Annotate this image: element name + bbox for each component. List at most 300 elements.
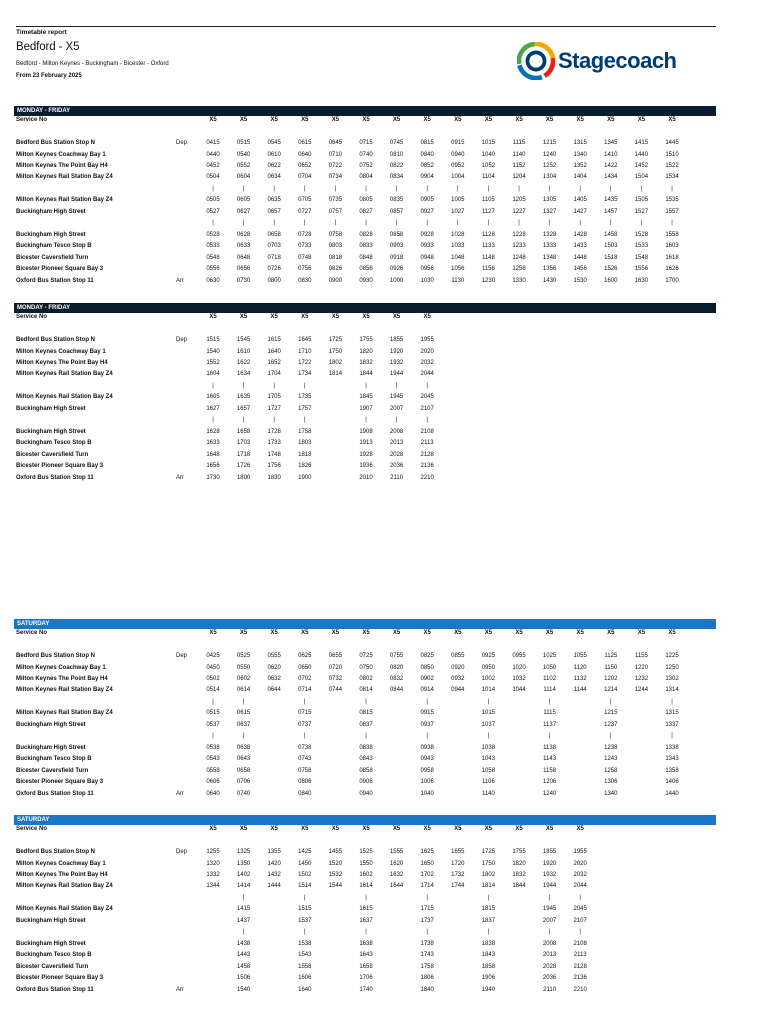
departure-time: 0644 xyxy=(267,687,281,693)
service-number: X5 xyxy=(270,117,278,123)
departure-time: 1614 xyxy=(359,883,373,889)
departure-time: 1127 xyxy=(481,209,495,215)
departure-time: 2032 xyxy=(420,360,434,366)
departure-time: 1040 xyxy=(481,152,496,158)
departure-time: 1306 xyxy=(604,779,618,785)
departure-time: 1727 xyxy=(267,406,281,412)
departure-time: 1820 xyxy=(359,349,373,355)
stop-name: Milton Keynes Coachway Bay 1 xyxy=(16,152,106,158)
service-number: X5 xyxy=(423,630,431,636)
departure-time: 1102 xyxy=(543,676,557,682)
departure-time: 1928 xyxy=(359,452,373,458)
stop-name: Milton Keynes The Point Bay H4 xyxy=(16,163,108,169)
departure-time: 2113 xyxy=(573,952,587,958)
departure-time: 1148 xyxy=(481,255,495,261)
continuation-row xyxy=(14,894,716,903)
timetable-section xyxy=(14,106,716,296)
departure-time: 1635 xyxy=(236,394,251,400)
departure-time: 0634 xyxy=(267,174,281,180)
departure-time: 1520 xyxy=(328,861,343,867)
stop-row xyxy=(14,348,716,357)
departure-time: 0652 xyxy=(298,163,312,169)
departure-time: | xyxy=(426,417,428,423)
stop-name: Bicester Caversfield Turn xyxy=(16,255,89,261)
departure-time: 0425 xyxy=(206,653,220,659)
departure-time: 1900 xyxy=(298,475,312,481)
departure-time: 1340 xyxy=(573,152,587,158)
stop-name: Bicester Caversfield Turn xyxy=(16,768,89,774)
departure-time: 1256 xyxy=(512,266,526,272)
service-number: X5 xyxy=(423,826,431,832)
stop-row xyxy=(14,370,716,379)
service-number: X5 xyxy=(270,630,278,636)
departure-time: 1106 xyxy=(481,779,495,785)
departure-time: 1648 xyxy=(206,452,220,458)
departure-time: 0756 xyxy=(298,266,312,272)
departure-time: 0733 xyxy=(298,243,312,249)
departure-time: | xyxy=(304,417,306,423)
departure-time: 2044 xyxy=(420,371,434,377)
departure-time: 1240 xyxy=(542,791,557,797)
departure-time: 1737 xyxy=(420,918,434,924)
departure-time: 0556 xyxy=(206,266,220,272)
departure-time: 0657 xyxy=(267,209,281,215)
departure-time: 2107 xyxy=(420,406,434,412)
stop-name: Bedford Bus Station Stop N xyxy=(16,140,95,146)
departure-time: 1344 xyxy=(206,883,220,889)
departure-time: 2136 xyxy=(420,463,434,469)
service-number: X5 xyxy=(484,117,493,123)
departure-time: 0943 xyxy=(420,756,434,762)
departure-time: 1406 xyxy=(665,779,679,785)
departure-time: 1555 xyxy=(389,849,404,855)
departure-time: 1650 xyxy=(420,861,434,867)
departure-time: 1330 xyxy=(512,278,526,284)
departure-time: 0727 xyxy=(298,209,312,215)
departure-time: 1152 xyxy=(512,163,526,169)
departure-time: 1532 xyxy=(328,872,343,878)
departure-time: 1327 xyxy=(542,209,557,215)
departure-time: 0538 xyxy=(206,745,220,751)
departure-time: 0822 xyxy=(389,163,404,169)
departure-time: 1725 xyxy=(328,337,343,343)
stop-name: Buckingham High Street xyxy=(16,232,86,238)
departure-time: 1404 xyxy=(573,174,587,180)
departure-time: 1225 xyxy=(665,653,679,659)
stop-row xyxy=(14,848,716,857)
departure-time: 1220 xyxy=(634,665,649,671)
departure-time: 0735 xyxy=(328,197,343,203)
departure-time: 2008 xyxy=(389,429,404,435)
service-number: X5 xyxy=(637,117,646,123)
departure-time: 1440 xyxy=(634,152,649,158)
departure-time: 1255 xyxy=(206,849,220,855)
stop-row xyxy=(14,790,716,799)
service-number: X5 xyxy=(331,314,340,320)
departure-time: 1138 xyxy=(543,745,557,751)
departure-time: 2008 xyxy=(542,941,557,947)
service-number: X5 xyxy=(362,117,370,123)
departure-time: 1433 xyxy=(573,243,587,249)
service-number: X5 xyxy=(454,630,462,636)
departure-time: | xyxy=(610,186,612,192)
timetable-section xyxy=(14,303,716,493)
departure-time: 1227 xyxy=(512,209,526,215)
stop-name: Bicester Pioneer Square Bay 3 xyxy=(16,779,104,785)
departure-time: 0940 xyxy=(359,791,373,797)
departure-time: 0758 xyxy=(298,768,312,774)
departure-time: 0802 xyxy=(359,676,373,682)
departure-time: 2010 xyxy=(359,475,373,481)
departure-time: | xyxy=(365,220,367,226)
departure-time: 2108 xyxy=(573,941,587,947)
stop-name: Oxford Bus Station Stop 11 xyxy=(16,475,94,481)
departure-time: 1628 xyxy=(206,429,220,435)
departure-time: 1920 xyxy=(389,349,404,355)
departure-time: 1432 xyxy=(267,872,281,878)
departure-time: | xyxy=(579,186,581,192)
departure-time: 1755 xyxy=(512,849,526,855)
departure-time: 1600 xyxy=(604,278,618,284)
departure-time: 0505 xyxy=(206,197,220,203)
departure-time: 0938 xyxy=(420,745,434,751)
service-number: X5 xyxy=(454,117,462,123)
departure-time: 1233 xyxy=(512,243,526,249)
departure-time: 1458 xyxy=(604,232,618,238)
dep-arr-marker: Arr xyxy=(176,278,184,284)
stop-row xyxy=(14,709,716,718)
departure-time: 2045 xyxy=(420,394,434,400)
departure-time: 0933 xyxy=(420,243,434,249)
departure-time: 1338 xyxy=(665,745,679,751)
departure-time: | xyxy=(671,186,673,192)
service-no-label: Service No xyxy=(16,117,48,123)
departure-time: 1128 xyxy=(481,232,495,238)
departure-time: 1450 xyxy=(298,861,312,867)
departure-time: 1143 xyxy=(543,756,557,762)
departure-time: 1503 xyxy=(604,243,618,249)
departure-time: 1802 xyxy=(328,360,343,366)
departure-time: 1314 xyxy=(665,687,679,693)
departure-time: 1637 xyxy=(359,918,373,924)
departure-time: 1155 xyxy=(634,653,648,659)
departure-time: 1740 xyxy=(359,987,373,993)
departure-time: 1228 xyxy=(512,232,526,238)
stop-name: Milton Keynes Rail Station Bay Z4 xyxy=(16,687,113,693)
departure-time: 1818 xyxy=(298,452,312,458)
departure-time: 0855 xyxy=(451,653,465,659)
departure-time: 1548 xyxy=(634,255,649,261)
departure-time: 0906 xyxy=(359,779,373,785)
departure-time: 0550 xyxy=(236,665,251,671)
departure-time: 1625 xyxy=(420,849,434,855)
departure-time: 1732 xyxy=(451,872,465,878)
departure-time: 0925 xyxy=(481,653,496,659)
departure-time: 1458 xyxy=(236,964,251,970)
departure-time: 0738 xyxy=(298,745,312,751)
departure-time: | xyxy=(365,383,367,389)
departure-time: 1325 xyxy=(236,849,251,855)
stop-row xyxy=(14,986,716,995)
departure-time: 0638 xyxy=(236,745,251,751)
departure-time: 1725 xyxy=(481,849,496,855)
departure-time: 0750 xyxy=(359,665,373,671)
departure-time: 1320 xyxy=(206,861,220,867)
departure-time: 0803 xyxy=(328,243,343,249)
departure-time: 2108 xyxy=(420,429,434,435)
departure-time: 1422 xyxy=(604,163,618,169)
departure-time: 1248 xyxy=(512,255,526,261)
departure-time: 0640 xyxy=(206,791,220,797)
service-number: X5 xyxy=(668,630,676,636)
departure-time: | xyxy=(579,220,581,226)
top-rule xyxy=(16,26,716,27)
departure-time: 0545 xyxy=(267,140,281,146)
departure-time: 1140 xyxy=(512,152,526,158)
departure-time: 0740 xyxy=(236,791,251,797)
departure-time: 2036 xyxy=(542,975,557,981)
departure-time: 1240 xyxy=(542,152,557,158)
departure-time: 1735 xyxy=(298,394,312,400)
departure-time: 0450 xyxy=(206,665,220,671)
departure-time: 1907 xyxy=(359,406,373,412)
departure-time: | xyxy=(304,929,306,935)
stop-name: Bicester Caversfield Turn xyxy=(16,964,89,970)
departure-time: 0658 xyxy=(236,768,251,774)
departure-time: 0515 xyxy=(206,710,220,716)
departure-time: 1443 xyxy=(236,952,251,958)
departure-time: 1750 xyxy=(481,861,496,867)
departure-time: 1734 xyxy=(298,371,312,377)
stop-row xyxy=(14,336,716,345)
departure-time: | xyxy=(548,895,551,901)
dep-arr-marker: Arr xyxy=(176,987,184,993)
departure-time: 1150 xyxy=(604,665,618,671)
departure-time: | xyxy=(273,186,275,192)
departure-time: 1514 xyxy=(298,883,312,889)
departure-time: 0915 xyxy=(420,710,434,716)
departure-time: 1932 xyxy=(542,872,557,878)
departure-time: | xyxy=(395,383,398,389)
departure-time: 1428 xyxy=(573,232,587,238)
departure-time: 1820 xyxy=(512,861,526,867)
departure-time: 1705 xyxy=(267,394,281,400)
stop-row xyxy=(14,905,716,914)
departure-time: 2044 xyxy=(573,883,587,889)
departure-time: 2128 xyxy=(573,964,587,970)
service-number: X5 xyxy=(392,630,401,636)
departure-time: 1144 xyxy=(573,687,587,693)
stop-row xyxy=(14,242,716,251)
departure-time: 0757 xyxy=(328,209,343,215)
departure-time: 0904 xyxy=(420,174,434,180)
departure-time: 1345 xyxy=(604,140,618,146)
departure-time: 2110 xyxy=(543,987,557,993)
service-number: X5 xyxy=(239,117,248,123)
departure-time: | xyxy=(365,699,367,705)
departure-time: 1615 xyxy=(267,337,281,343)
stop-row xyxy=(14,664,716,673)
departure-time: 1844 xyxy=(359,371,373,377)
departure-time: | xyxy=(426,733,428,739)
departure-time: 1537 xyxy=(298,918,312,924)
departure-time: | xyxy=(426,895,428,901)
departure-time: 0718 xyxy=(267,255,281,261)
service-number: X5 xyxy=(301,630,309,636)
stop-row xyxy=(14,451,716,460)
departure-time: 1702 xyxy=(420,872,434,878)
departure-time: 1258 xyxy=(604,768,618,774)
departure-time: 1936 xyxy=(359,463,373,469)
departure-time: 2107 xyxy=(573,918,587,924)
departure-time: 1333 xyxy=(542,243,557,249)
departure-time: | xyxy=(304,220,306,226)
departure-time: 1932 xyxy=(389,360,404,366)
departure-time: 2210 xyxy=(573,987,587,993)
departure-time: 1656 xyxy=(206,463,220,469)
departure-time: | xyxy=(212,186,214,192)
departure-time: 0627 xyxy=(236,209,251,215)
departure-time: 0637 xyxy=(236,722,251,728)
departure-time: 0648 xyxy=(236,255,251,261)
departure-time: 0814 xyxy=(359,687,373,693)
departure-time: 1602 xyxy=(359,872,373,878)
departure-time: 1356 xyxy=(542,266,557,272)
departure-time: | xyxy=(579,929,581,935)
departure-time: 1603 xyxy=(665,243,679,249)
stop-row xyxy=(14,675,716,684)
departure-time: 2028 xyxy=(389,452,404,458)
departure-time: 1434 xyxy=(604,174,618,180)
departure-time: | xyxy=(212,417,214,423)
departure-time: 1005 xyxy=(451,197,465,203)
departure-time: 0905 xyxy=(420,197,434,203)
departure-time: 0805 xyxy=(359,197,373,203)
departure-time: 1158 xyxy=(543,768,557,774)
departure-time: 1427 xyxy=(573,209,587,215)
departure-time: 0748 xyxy=(298,255,312,261)
stop-name: Buckingham Tesco Stop B xyxy=(16,440,92,446)
departure-time: | xyxy=(426,383,428,389)
departure-time: 0533 xyxy=(206,243,220,249)
departure-time: 0752 xyxy=(359,163,373,169)
departure-time: 1706 xyxy=(359,975,373,981)
departure-time: 0815 xyxy=(359,710,373,716)
service-number: X5 xyxy=(576,117,584,123)
departure-time: 1205 xyxy=(512,197,526,203)
service-number: X5 xyxy=(362,826,370,832)
departure-time: 1302 xyxy=(665,676,679,682)
departure-time: 0614 xyxy=(236,687,251,693)
stop-name: Milton Keynes Coachway Bay 1 xyxy=(16,665,106,671)
route-title: Bedford - X5 xyxy=(16,41,80,53)
departure-time: 1030 xyxy=(420,278,434,284)
departure-time: 1435 xyxy=(604,197,618,203)
departure-time: 1050 xyxy=(542,665,557,671)
stop-row xyxy=(14,686,716,695)
departure-time: 1620 xyxy=(389,861,404,867)
departure-time: 1558 xyxy=(665,232,679,238)
stop-name: Oxford Bus Station Stop 11 xyxy=(16,987,94,993)
departure-time: 1615 xyxy=(359,906,373,912)
departure-time: | xyxy=(518,220,520,226)
departure-time: 1944 xyxy=(542,883,557,889)
continuation-row xyxy=(14,185,716,194)
timetable-section xyxy=(14,815,716,1005)
departure-time: 0504 xyxy=(206,174,220,180)
departure-time: 1204 xyxy=(512,174,526,180)
service-number: X5 xyxy=(362,630,370,636)
departure-time: 1945 xyxy=(389,394,404,400)
departure-time: 1658 xyxy=(236,429,251,435)
departure-time: 1832 xyxy=(512,872,526,878)
departure-time: 0527 xyxy=(206,209,220,215)
service-number: X5 xyxy=(515,630,523,636)
departure-time: 1515 xyxy=(206,337,220,343)
departure-time: 1358 xyxy=(665,768,679,774)
departure-time: 0932 xyxy=(451,676,465,682)
departure-time: 1105 xyxy=(481,197,495,203)
departure-time: 0452 xyxy=(206,163,220,169)
departure-time: | xyxy=(426,929,428,935)
stop-name: Milton Keynes Rail Station Bay Z4 xyxy=(16,710,113,716)
departure-time: 1640 xyxy=(267,349,281,355)
departure-time: | xyxy=(273,417,275,423)
departure-time: 1632 xyxy=(389,872,404,878)
dep-arr-marker: Dep xyxy=(176,849,188,855)
departure-time: 1522 xyxy=(665,163,679,169)
departure-time: 1710 xyxy=(298,349,312,355)
stop-row xyxy=(14,393,716,402)
departure-time: 0856 xyxy=(359,266,373,272)
effective-date: From 23 February 2025 xyxy=(16,73,82,79)
stop-row xyxy=(14,277,716,286)
departure-time: 1534 xyxy=(665,174,679,180)
departure-time: 1430 xyxy=(542,278,557,284)
stop-name: Milton Keynes Coachway Bay 1 xyxy=(16,349,106,355)
departure-time: 0715 xyxy=(359,140,373,146)
stop-row xyxy=(14,871,716,880)
departure-time: 1858 xyxy=(481,964,496,970)
departure-time: 1252 xyxy=(542,163,557,169)
departure-time: 0656 xyxy=(236,266,251,272)
departure-time: 1250 xyxy=(665,665,679,671)
service-number: X5 xyxy=(270,826,278,832)
departure-time: 0714 xyxy=(298,687,312,693)
logo-wordmark: Stagecoach xyxy=(558,48,677,73)
service-number: X5 xyxy=(392,826,401,832)
departure-time: 0728 xyxy=(298,232,312,238)
stop-row xyxy=(14,196,716,205)
departure-time: 1448 xyxy=(573,255,587,261)
departure-time: | xyxy=(365,929,367,935)
dep-arr-marker: Dep xyxy=(176,653,188,659)
departure-time: 0902 xyxy=(420,676,434,682)
departure-time: 1343 xyxy=(665,756,679,762)
stop-row xyxy=(14,778,716,787)
stop-name: Milton Keynes Rail Station Bay Z4 xyxy=(16,883,113,889)
departure-time: 1505 xyxy=(634,197,649,203)
departure-time: 0826 xyxy=(328,266,343,272)
service-number-row xyxy=(14,825,716,834)
departure-time: 0552 xyxy=(236,163,251,169)
departure-time: | xyxy=(610,220,612,226)
departure-time: 0715 xyxy=(298,710,312,716)
departure-time: 1415 xyxy=(634,140,649,146)
stop-name: Buckingham High Street xyxy=(16,406,86,412)
service-number: X5 xyxy=(515,117,523,123)
dep-arr-marker: Dep xyxy=(176,337,188,343)
